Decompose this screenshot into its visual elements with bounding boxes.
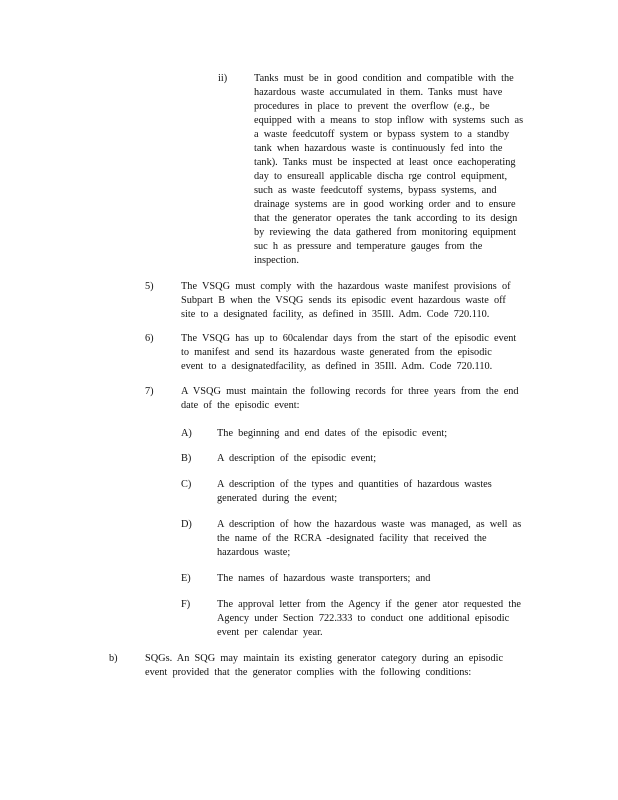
section-b-marker: b) bbox=[109, 653, 118, 664]
item-5-marker: 5) bbox=[145, 281, 154, 292]
text-line: The names of hazardous waste transporters; and bbox=[217, 573, 431, 584]
text-line: day to ensureall applicable discha rge control equipment, bbox=[254, 171, 508, 182]
record-item-e-marker: E) bbox=[181, 573, 191, 584]
text-line: The approval letter from the Agency if the gener ator requested the bbox=[217, 599, 521, 610]
text-line: A description of how the hazardous waste was managed, as well as bbox=[217, 519, 522, 530]
text-line: the name of the RCRA -designated facility that received the bbox=[217, 533, 487, 544]
subitem-ii-marker: ii) bbox=[218, 73, 228, 84]
item-7-marker: 7) bbox=[145, 386, 154, 397]
text-line: generated during the event; bbox=[217, 493, 338, 504]
text-line: Subpart B when the VSQG sends its episodic event hazardous waste off bbox=[181, 295, 506, 306]
text-line: procedures in place to prevent the overflow (e.g., be bbox=[254, 101, 490, 112]
text-line: event provided that the generator complies with the following conditions: bbox=[145, 667, 472, 678]
text-line: The VSQG has up to 60calendar days from the start of the episodic event bbox=[181, 333, 517, 344]
record-item-c-text bbox=[217, 478, 492, 506]
record-item-d-text bbox=[217, 518, 521, 560]
item-5-text bbox=[181, 280, 511, 322]
text-line: that the generator operates the tank according to its design bbox=[254, 213, 518, 224]
record-item-b-text bbox=[217, 452, 376, 466]
record-item-d-marker: D) bbox=[181, 519, 192, 530]
section-b-text bbox=[145, 652, 503, 680]
text-line: suc h as pressure and temperature gauges from the bbox=[254, 241, 483, 252]
text-line: drainage systems are in good working order and to ensure bbox=[254, 199, 516, 210]
record-item-c-marker: C) bbox=[181, 479, 192, 490]
item-6-marker: 6) bbox=[145, 333, 154, 344]
text-line: The beginning and end dates of the episodic event; bbox=[217, 428, 448, 439]
record-item-f-marker: F) bbox=[181, 599, 191, 610]
record-item-a-text bbox=[217, 427, 447, 441]
text-line: tank when hazardous waste is continuously fed into the bbox=[254, 143, 503, 154]
text-line: SQGs. An SQG may maintain its existing generator category during an episodic bbox=[145, 653, 504, 664]
text-line: date of the episodic event: bbox=[181, 400, 300, 411]
text-line: to manifest and send its hazardous waste generated from the episodic bbox=[181, 347, 492, 358]
text-line: hazardous waste accumulated in them. Tanks must have bbox=[254, 87, 503, 98]
record-item-b-marker: B) bbox=[181, 453, 192, 464]
text-line: A description of the episodic event; bbox=[217, 453, 377, 464]
text-line: site to a designated facility, as defined in 35Ill. Adm. Code 720.110. bbox=[181, 309, 490, 320]
text-line: event to a designatedfacility, as defined in 35Ill. Adm. Code 720.110. bbox=[181, 361, 493, 372]
record-item-a-marker: A) bbox=[181, 428, 192, 439]
text-line: A description of the types and quantities of hazardous wastes bbox=[217, 479, 492, 490]
text-line: hazardous waste; bbox=[217, 547, 291, 558]
text-line: Tanks must be in good condition and compatible with the bbox=[254, 73, 514, 84]
text-line: inspection. bbox=[254, 255, 299, 266]
text-line: tank). Tanks must be inspected at least once eachoperating bbox=[254, 157, 516, 168]
item-6-text bbox=[181, 332, 516, 374]
text-line: such as waste feedcutoff systems, bypass systems, and bbox=[254, 185, 497, 196]
record-item-e-text bbox=[217, 572, 430, 586]
text-line: by reviewing the data gathered from monitoring equipment bbox=[254, 227, 517, 238]
text-line: A VSQG must maintain the following records for three years from the end bbox=[181, 386, 519, 397]
text-line: a waste feedcutoff system or bypass system to a standby bbox=[254, 129, 510, 140]
text-line: event per calendar year. bbox=[217, 627, 323, 638]
item-7-text bbox=[181, 385, 519, 413]
text-line: equipped with a means to stop inflow with systems such as bbox=[254, 115, 524, 126]
record-item-f-text bbox=[217, 598, 521, 640]
text-line: Agency under Section 722.333 to conduct one additional episodic bbox=[217, 613, 510, 624]
subitem-ii-text bbox=[254, 72, 523, 268]
text-line: The VSQG must comply with the hazardous waste manifest provisions of bbox=[181, 281, 511, 292]
